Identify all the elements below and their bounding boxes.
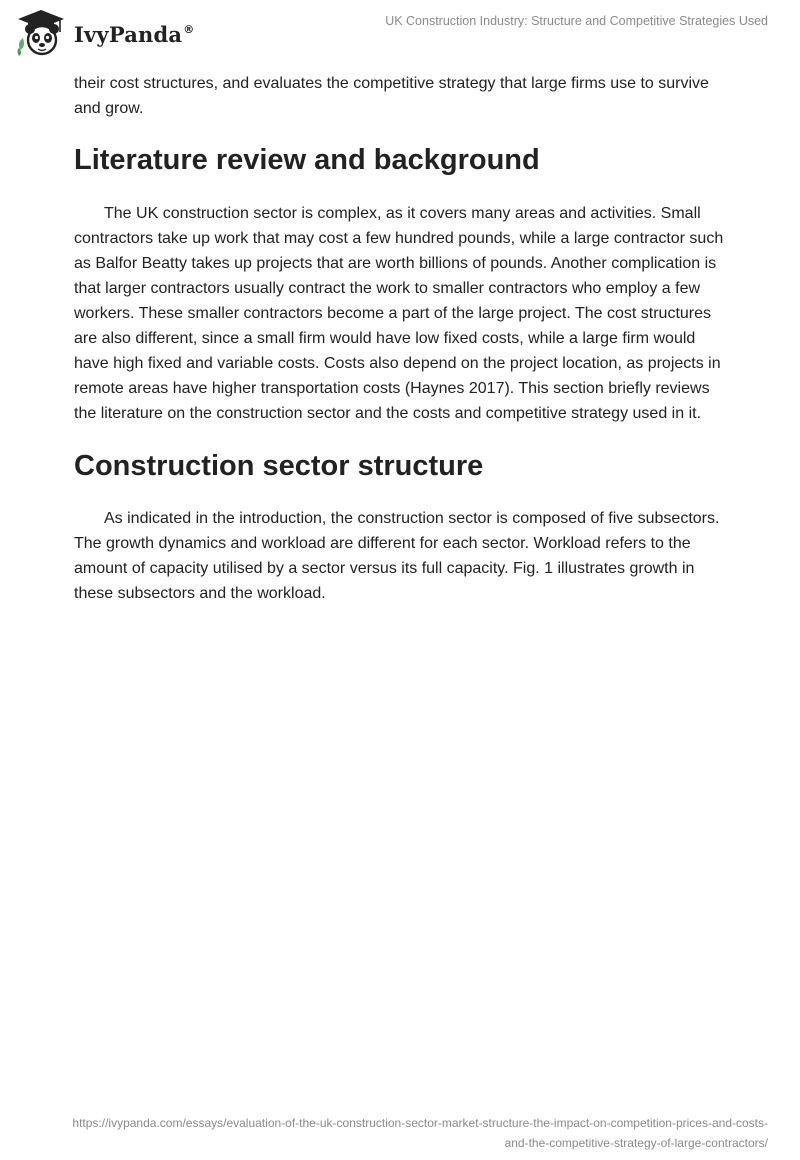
construction-sector-paragraph: As indicated in the introduction, the construction sector is composed of five subsectors. The growth dynamics and workload are different for each sector. Workload refers to the amount of capacity utilised by a sector versus its full capacity. Fig. 1 illustrates growth in these subsectors and the workload. [74, 510, 720, 602]
document-title: UK Construction Industry: Structure and Competitive Strategies Used [385, 14, 768, 28]
brand-name [74, 22, 194, 47]
panda-graduate-icon [14, 8, 68, 58]
source-url-line-2: and-the-competitive-strategy-of-large-contractors/ [504, 1136, 768, 1150]
brand-label: IvyPanda [74, 21, 183, 47]
heading-construction-sector-structure: Construction sector structure [74, 450, 484, 482]
page-header [0, 0, 800, 64]
intro-paragraph-tail: their cost structures, and evaluates the competitive strategy that large firms use to survive and grow. [74, 75, 709, 117]
source-url[interactable] [28, 1113, 768, 1153]
source-url-line-1: https://ivypanda.com/essays/evaluation-of-the-uk-construction-sector-market-structure-the-impact-on-competition-prices-and-costs- [72, 1116, 768, 1130]
heading-literature-review: Literature review and background [74, 144, 540, 176]
essay-body [74, 71, 724, 606]
ivypanda-logo[interactable] [14, 8, 194, 58]
registered-mark: ® [183, 22, 195, 36]
literature-review-paragraph: The UK construction sector is complex, as it covers many areas and activities. Small contractors take up work that may cost a few hundred pounds, while a large contractor such as Balfor Beatty takes up projects that are worth billions of pounds. Another complication is that larger contractors usually contract the work to smaller contractors who employ a few workers. These smaller contractors become a part of the large project. The cost structures are also different, since a small firm would have low fixed costs, while a large firm would have high fixed and variable costs. Costs also depend on the project location, as projects in remote areas have higher transportation costs (Haynes 2017). This section briefly reviews the literature on the construction sector and the costs and competitive strategy used in it. [74, 205, 724, 422]
